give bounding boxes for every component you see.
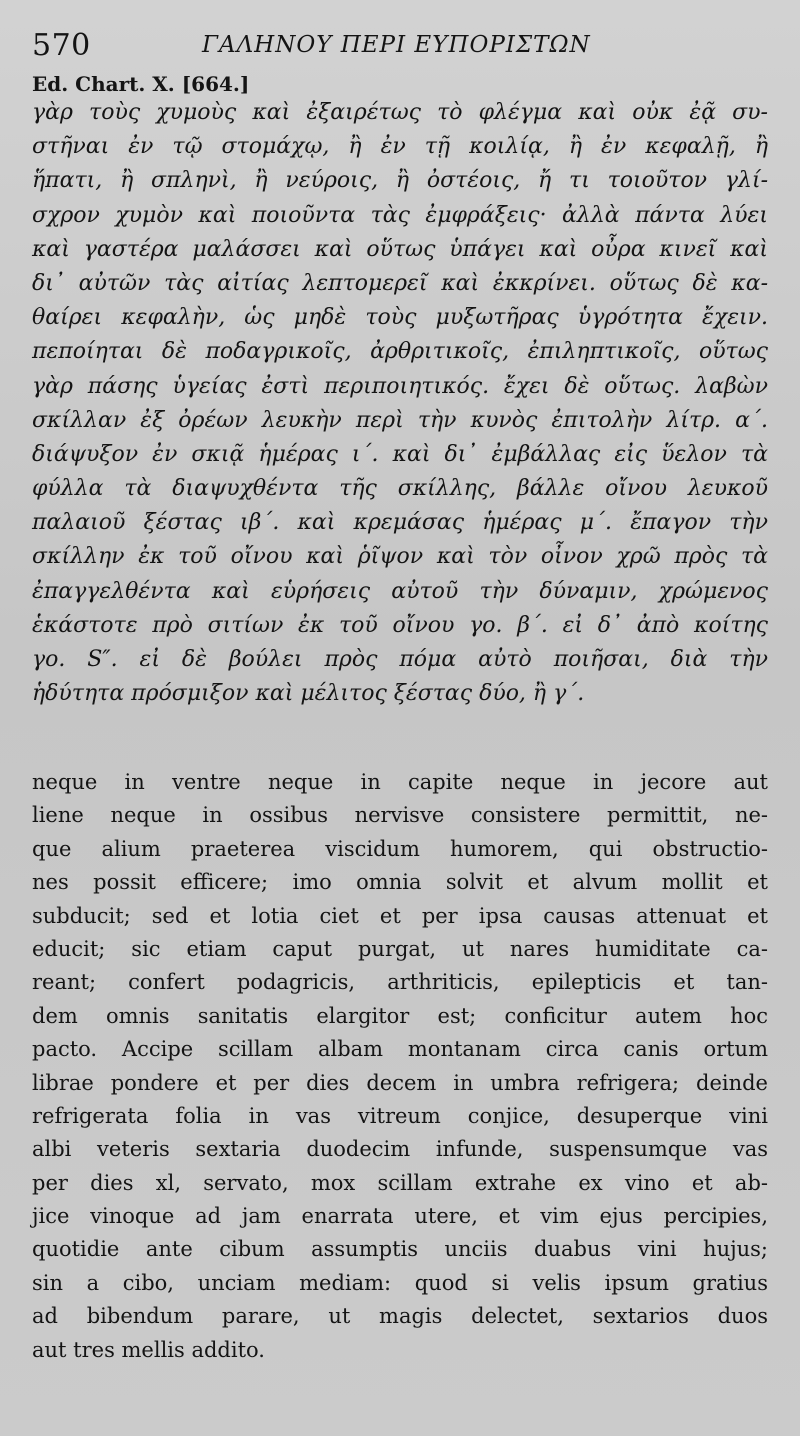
- greek-text-line: γο. S″. εἰ δὲ βούλει πρὸς πόμα αὐτὸ ποιῆσαι, διὰ τὴν: [32, 647, 768, 672]
- latin-text-line: neque in ventre neque in capite neque in jecore aut: [32, 770, 768, 794]
- latin-text-line: ad bibendum parare, ut magis delectet, sextarios duos: [32, 1304, 768, 1329]
- latin-text-line: jice vinoque ad jam enarrata utere, et vim ejus percipies,: [32, 1204, 768, 1229]
- latin-text-line: albi veteris sextaria duodecim infunde, suspensumque vas: [32, 1137, 768, 1162]
- greek-text-line: σχρον χυμὸν καὶ ποιοῦντα τὰς ἐμφράξεις· ἀλλὰ πάντα λύει: [32, 202, 768, 228]
- greek-text-line: θαίρει κεφαλὴν, ὡς μηδὲ τοὺς μυξωτῆρας ὑγρότητα ἔχειν.: [32, 305, 768, 331]
- latin-text-line: quotidie ante cibum assumptis unciis duabus vini hujus;: [32, 1237, 768, 1262]
- greek-text-line: παλαιοῦ ξέστας ιβ΄. καὶ κρεμάσας ἡμέρας μ΄. ἔπαγον τὴν: [32, 510, 768, 536]
- running-title: ΓΑΛΗΝΟΥ ΠΕΡΙ ΕΥΠΟΡΙΣΤΩΝ: [202, 32, 591, 58]
- greek-text-line: πεποίηται δὲ ποδαγρικοῖς, ἀρθριτικοῖς, ἐπιληπτικοῖς, οὕτως: [32, 339, 768, 365]
- greek-text-line: ἐπαγγελθέντα καὶ εὑρήσεις αὐτοῦ τὴν δύναμιν, χρώμενος: [32, 578, 768, 604]
- greek-text-line: δι᾽ αὐτῶν τὰς αἰτίας λεπτομερεῖ καὶ ἐκκρίνει. οὕτως δὲ κα-: [32, 270, 768, 296]
- latin-text-line: subducit; sed et lotia ciet et per ipsa causas attenuat et: [32, 903, 768, 928]
- greek-text-line: φύλλα τὰ διαψυχθέντα τῆς σκίλλης, βάλλε οἴνου λευκοῦ: [32, 476, 768, 502]
- latin-text-line: dem omnis sanitatis elargitor est; conficitur autem hoc: [32, 1003, 768, 1028]
- latin-text-line: nes possit efficere; imo omnia solvit et alvum mollit et: [32, 870, 768, 895]
- greek-text-line: στῆναι ἐν τῷ στομάχῳ, ἢ ἐν τῇ κοιλίᾳ, ἢ ἐν κεφαλῇ, ἢ: [32, 134, 768, 160]
- edition-reference: Ed. Chart. X. [664.]: [32, 72, 250, 96]
- latin-text-block: [32, 766, 768, 1367]
- greek-text-line: καὶ γαστέρα μαλάσσει καὶ οὕτως ὑπάγει καὶ οὖρα κινεῖ καὶ: [32, 236, 768, 262]
- latin-text-line: aut tres mellis addito.: [32, 1337, 265, 1362]
- latin-text-line: educit; sic etiam caput purgat, ut nares humiditate ca-: [32, 936, 768, 961]
- latin-text-line: refrigerata folia in vas vitreum conjice, desuperque vini: [32, 1103, 768, 1128]
- greek-text-line: ἑκάστοτε πρὸ σιτίων ἐκ τοῦ οἴνου γο. β΄. εἰ δ᾽ ἀπὸ κοίτης: [32, 612, 768, 638]
- greek-text-block: [32, 96, 768, 711]
- greek-text-line: σκίλλην ἐκ τοῦ οἴνου καὶ ῥῖψον καὶ τὸν οἶνον χρῶ πρὸς τὰ: [32, 544, 768, 570]
- latin-text-line: liene neque in ossibus nervisve consistere permittit, ne-: [32, 803, 768, 828]
- greek-text-line: ἥπατι, ἢ σπληνὶ, ἢ νεύροις, ἢ ὀστέοις, ἤ τι τοιοῦτον γλί-: [32, 168, 768, 194]
- greek-text-line: διάψυξον ἐν σκιᾷ ἡμέρας ι΄. καὶ δι᾽ ἐμβάλλας εἰς ὕελον τὰ: [32, 441, 768, 467]
- greek-text-line: γὰρ τοὺς χυμοὺς καὶ ἐξαιρέτως τὸ φλέγμα καὶ οὐκ ἐᾷ συ-: [32, 100, 768, 125]
- greek-text-line: σκίλλαν ἐξ ὀρέων λευκὴν περὶ τὴν κυνὸς ἐπιτολὴν λίτρ. α΄.: [32, 407, 768, 433]
- latin-text-line: librae pondere et per dies decem in umbra refrigera; deinde: [32, 1070, 768, 1095]
- greek-text-line: ἡδύτητα πρόσμιξον καὶ μέλιτος ξέστας δύο, ἢ γ΄.: [32, 681, 585, 707]
- latin-text-line: sin a cibo, unciam mediam: quod si velis ipsum gratius: [32, 1270, 768, 1295]
- page-header: [32, 28, 772, 68]
- latin-text-line: reant; confert podagricis, arthriticis, epilepticis et tan-: [32, 970, 768, 995]
- latin-text-line: que alium praeterea viscidum humorem, qui obstructio-: [32, 836, 768, 861]
- page-number: 570: [32, 28, 91, 63]
- greek-text-line: γὰρ πάσης ὑγείας ἐστὶ περιποιητικός. ἔχει δὲ οὕτως. λαβὼν: [32, 373, 768, 399]
- latin-text-line: pacto. Accipe scillam albam montanam circa canis ortum: [32, 1037, 768, 1062]
- latin-text-line: per dies xl, servato, mox scillam extrahe ex vino et ab-: [32, 1170, 768, 1195]
